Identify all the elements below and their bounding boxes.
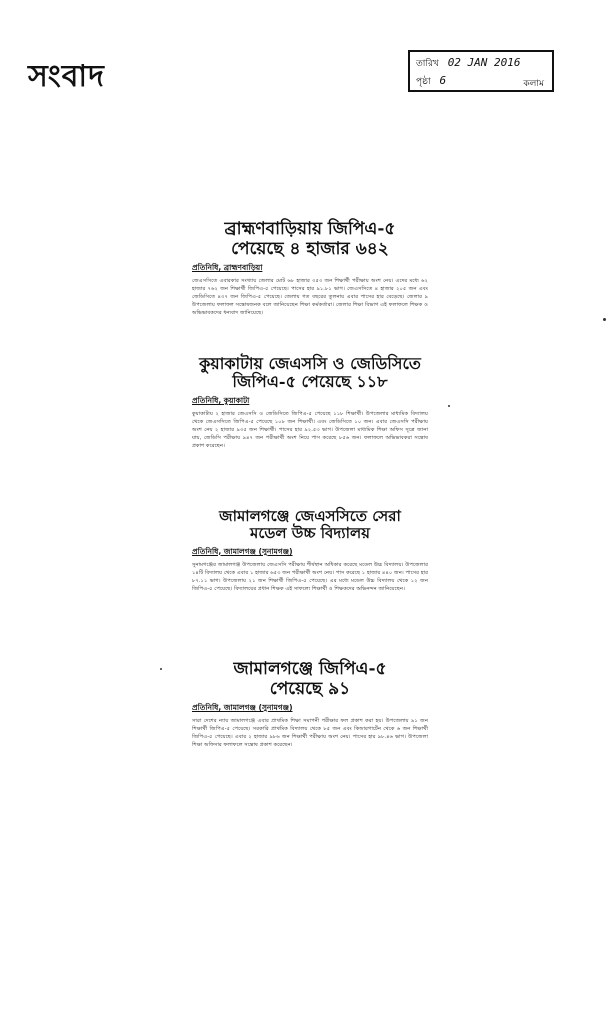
article-headline bbox=[190, 220, 430, 259]
article-body: সারা দেশের ন্যায় জামালগঞ্জে এবার প্রাথমিক শিক্ষা সমাপনী পরীক্ষার ফল প্রকাশ করা হয়। উপজেলায় ৯১ জন শিক্ষার্থী জিপিএ-৫ পেয়েছে। সরকারি প্রাথমিক বিদ্যালয় থেকে ৮৫ জন এবং কিন্ডারগার্টেন থেকে ৬ জন শিক্ষার্থী জিপিএ-৫ পেয়েছে। এবার ২ হাজার ৯৮৬ জন শিক্ষার্থী পরীক্ষায় অংশ নেয়। পাসের হার ৯৮.৪৬ ভাগ। উপজেলা শিক্ষা অফিসার ফলাফলে সন্তোষ প্রকাশ করেছেন। bbox=[192, 718, 428, 749]
article-body: সুনামগঞ্জের জামালগঞ্জ উপজেলায় জেএসসি পরীক্ষায় শীর্ষস্থান অধিকার করেছে মডেল উচ্চ বিদ্যালয়। উপজেলার ১৪টি বিদ্যালয় থেকে এবার ১ হাজার ৬৫৩ জন পরীক্ষার্থী অংশ নেয়। পাস করেছে ১ হাজার ৪৪০ জন। পাসের হার ৮৭.১১ ভাগ। উপজেলায় ২১ জন শিক্ষার্থী জিপিএ-৫ পেয়েছে। এর মধ্যে মডেল উচ্চ বিদ্যালয় থেকে ১২ জন জিপিএ-৫ পেয়েছে। বিদ্যালয়ের প্রধান শিক্ষক এই সাফল্যে শিক্ষার্থী ও শিক্ষকদের অভিনন্দন জানিয়েছেন। bbox=[192, 561, 428, 592]
article-body: জেএসসিতে এবারকার সংখ্যায় জেলার মোট ৬৮ হাজার ৩৫৩ জন শিক্ষার্থী পরীক্ষায় অংশ নেয়। এদের মধ্যে ৬২ হাজার ৭৬২ জন শিক্ষার্থী জিপিএ-৫ পেয়েছে। পাসের হার ৯১.৮১ ভাগ। জেএসসিতে ৪ হাজার ২০৫ জন এবং জেডিসিতে ৪৩৭ জন জিপিএ-৫ পেয়েছে। জেলায় গত বছরের তুলনায় এবার পাসের হার বেড়েছে। জেলার ৯ উপজেলায় ফলাফল সন্তোষজনক বলে জানিয়েছেন শিক্ষা কর্মকর্তারা। জেলার শিক্ষা বিভাগ এই ফলাফলে শিক্ষক ও অভিভাবকদের ধন্যবাদ জানিয়েছে। bbox=[192, 278, 428, 317]
stamp-date-row bbox=[416, 56, 521, 71]
article-headline bbox=[190, 355, 430, 392]
stamp-date-value: 02 JAN 2016 bbox=[447, 56, 521, 69]
article-body: কুয়াকাটায় ২ হাজার জেএসসি ও জেডিসিতে জিপিএ-৫ পেয়েছে ১১৮ শিক্ষার্থী। উপজেলার মাধ্যমিক বিদ্যালয় থেকে জেএসসিতে জিপিএ-৫ পেয়েছে ১০৮ জন শিক্ষার্থী। এবং জেডিসিতে ১০ জন। এবার জেএসসি পরীক্ষায় অংশ নেয় ২ হাজার ৯৩৫ জন শিক্ষার্থী। পাসের হার ৯২.৫৩ ভাগ। উপজেলা মাধ্যমিক শিক্ষা অফিস সূত্রে জানা যায়, জেডিসি পরীক্ষায় ৯৪৭ জন পরীক্ষার্থী অংশ নিয়ে পাস করেছে ৮৫৬ জন। ফলাফলে অভিভাবকরা সন্তোষ প্রকাশ করেছেন। bbox=[192, 410, 428, 450]
article-headline bbox=[190, 508, 430, 543]
headline-line: কুয়াকাটায় জেএসসি ও জেডিসিতে bbox=[199, 354, 421, 373]
article-byline: প্রতিনিধি, ব্রাহ্মণবাড়িয়া bbox=[192, 263, 263, 273]
stamp-page-value: 6 bbox=[439, 74, 447, 87]
scan-speck bbox=[160, 668, 162, 670]
newspaper-masthead: সংবাদ bbox=[28, 59, 105, 94]
headline-line: মডেল উচ্চ বিদ্যালয় bbox=[250, 524, 370, 543]
stamp-column-label: কলাম bbox=[523, 79, 544, 89]
article-kuakata bbox=[190, 355, 430, 450]
article-headline bbox=[190, 660, 430, 699]
stamp-page-row bbox=[416, 74, 446, 89]
article-jamalganj-jsc bbox=[190, 508, 430, 593]
headline-line: পেয়েছে ৯১ bbox=[269, 678, 351, 699]
headline-line: জামালগঞ্জে জেএসসিতে সেরা bbox=[219, 507, 401, 525]
headline-line: জামালগঞ্জে জিপিএ-৫ bbox=[233, 659, 387, 679]
scan-speck bbox=[448, 405, 450, 407]
headline-line: জিপিএ-৫ পেয়েছে ১১৮ bbox=[232, 372, 388, 392]
scan-speck bbox=[603, 318, 606, 321]
headline-line: ব্রাহ্মণবাড়িয়ায় জিপিএ-৫ bbox=[224, 219, 396, 239]
article-byline: প্রতিনিধি, জামালগঞ্জ (সুনামগঞ্জ) bbox=[192, 546, 293, 556]
date-stamp bbox=[408, 50, 554, 92]
article-jamalganj-gpa bbox=[190, 660, 430, 749]
article-byline: প্রতিনিধি, জামালগঞ্জ (সুনামগঞ্জ) bbox=[192, 703, 293, 713]
stamp-page-label: পৃষ্ঠা bbox=[416, 77, 431, 87]
article-brahmanbaria bbox=[190, 220, 430, 317]
stamp-date-label: তারিখ bbox=[416, 59, 439, 69]
article-byline: প্রতিনিধি, কুয়াকাটা bbox=[192, 395, 250, 405]
headline-line: পেয়েছে ৪ হাজার ৬৪২ bbox=[231, 238, 389, 259]
